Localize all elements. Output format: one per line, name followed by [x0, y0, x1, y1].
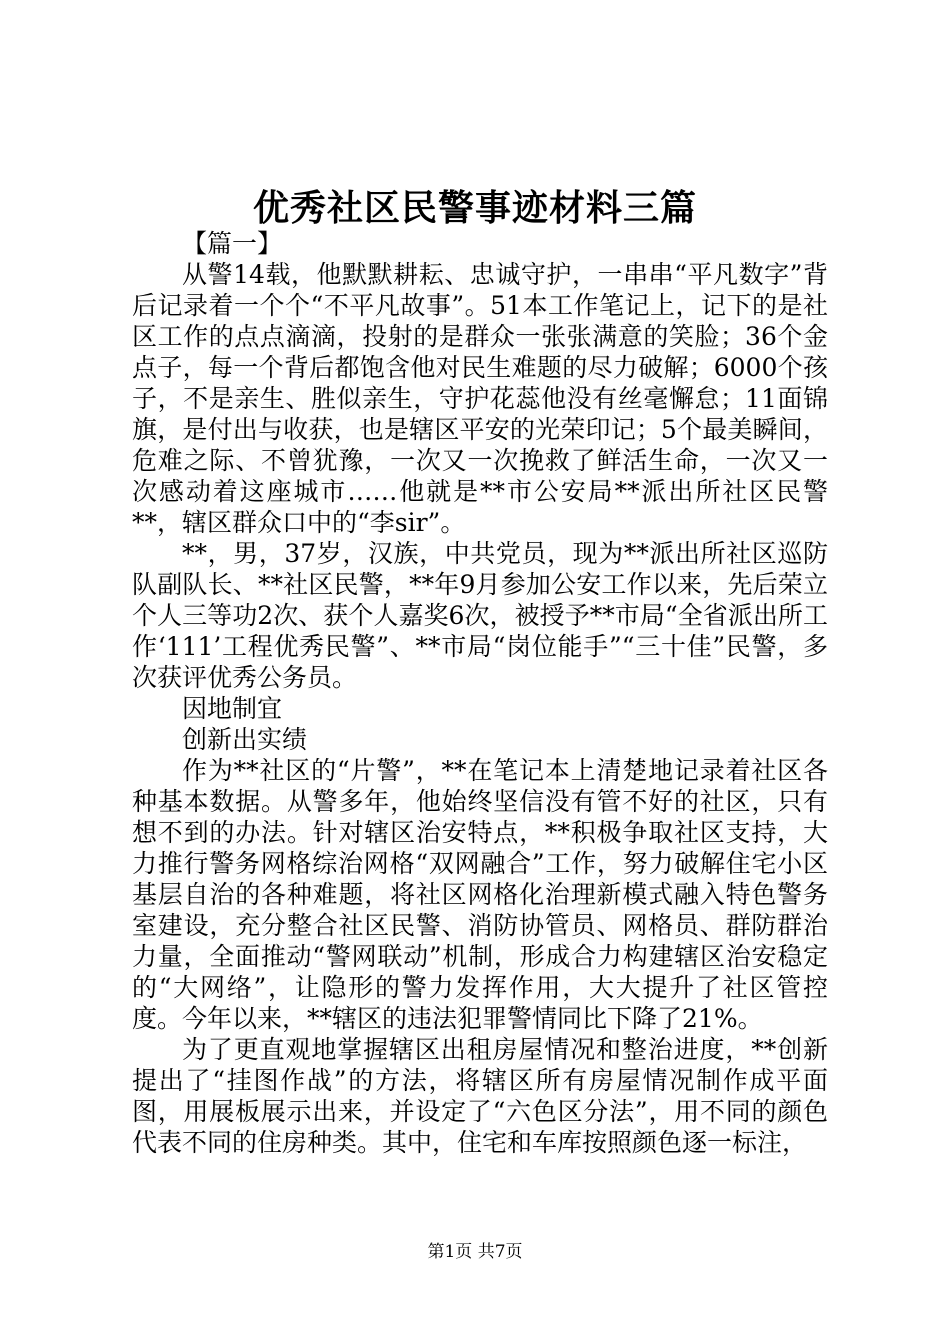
body-paragraph: 从警14载，他默默耕耘、忠诚守护，一串串“平凡数字”背后记录着一个个“不平凡故事”。51本工作笔记上，记下的是社区工作的点点滴滴，投射的是群众一张张满意的笑脸；36个金点子，每一个背后都饱含他对民生难题的尽力破解；6000个孩子，不是亲生、胜似亲生，守护花蕊他没有丝毫懈怠；11面锦旗，是付出与收获，也是辖区平安的光荣印记；5个最美瞬间，危难之际、不曾犹豫，一次又一次挽救了鲜活生命，一次又一次感动着这座城市……他就是**市公安局**派出所社区民警**，辖区群众口中的“李sir”。	[132, 260, 828, 537]
page-footer: 第1页 共7页	[427, 1242, 523, 1262]
subheading: 因地制宜	[182, 694, 283, 723]
subheading: 创新出实绩	[182, 725, 308, 754]
document-body	[132, 228, 828, 1158]
body-paragraph: **，男，37岁，汉族，中共党员，现为**派出所社区巡防队副队长、**社区民警，**年9月参加公安工作以来，先后荣立个人三等功2次、获个人嘉奖6次，被授予**市局“全省派出所工作‘111’工程优秀民警”、**市局“岗位能手”“三十佳”民警，多次获评优秀公务员。	[132, 539, 828, 692]
section-heading: 【篇一】	[182, 229, 283, 258]
body-paragraph: 为了更直观地掌握辖区出租房屋情况和整治进度，**创新提出了“挂图作战”的方法，将辖区所有房屋情况制作成平面图，用展板展示出来，并设定了“六色区分法”，用不同的颜色代表不同的住房种类。其中，住宅和车库按照颜色逐一标注，	[132, 1035, 828, 1157]
document-title: 优秀社区民警事迹材料三篇	[252, 187, 697, 229]
body-paragraph: 作为**社区的“片警”，**在笔记本上清楚地记录着社区各种基本数据。从警多年，他始终坚信没有管不好的社区，只有想不到的办法。针对辖区治安特点，**积极争取社区支持，大力推行警务网格综治网格“双网融合”工作，努力破解住宅小区基层自治的各种难题，将社区网格化治理新模式融入特色警务室建设，充分整合社区民警、消防协管员、网格员、群防群治力量，全面推动“警网联动”机制，形成合力构建辖区治安稳定的“大网络”，让隐形的警力发挥作用，大大提升了社区管控度。今年以来，**辖区的违法犯罪警情同比下降了21%。	[132, 756, 828, 1033]
